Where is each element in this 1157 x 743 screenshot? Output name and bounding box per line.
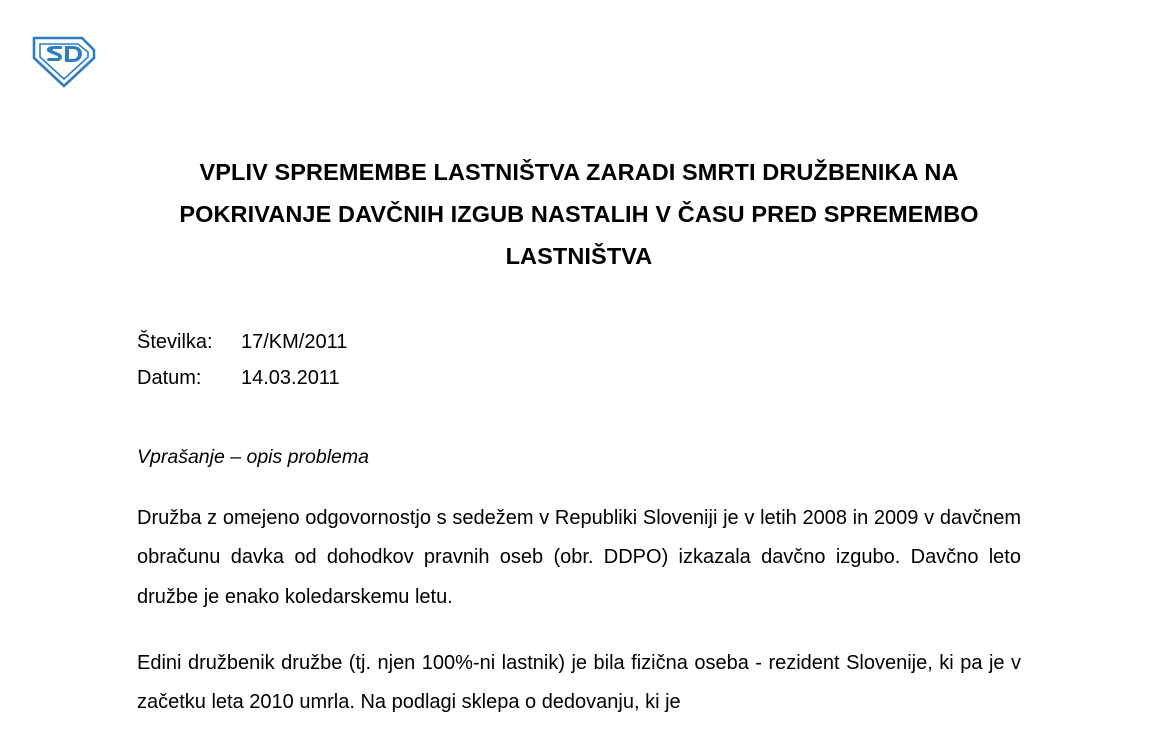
meta-row-number [137, 325, 1021, 361]
document-content [137, 0, 1021, 743]
body-paragraph-2: Edini družbenik družbe (tj. njen 100%-ni lastnik) je bila fizična oseba - rezident Slovenije, ki pa je v začetku leta 2010 umrla. Na podlagi sklepa o dedovanju, ki je [137, 652, 1021, 714]
meta-label-date: Datum: [137, 367, 202, 390]
sd-monogram-logo [20, 28, 106, 92]
page-title: VPLIV SPREMEMBE LASTNIŠTVA ZARADI SMRTI DRUŽBENIKA NA POKRIVANJE DAVČNIH IZGUB NASTALIH V ČASU PRED SPREMEMBO LASTNIŠTVA [179, 159, 979, 269]
meta-row-date [137, 361, 1021, 397]
section-heading: Vprašanje – opis problema [137, 445, 369, 468]
meta-value-number: 17/KM/2011 [241, 331, 348, 354]
body-paragraph-1: Družba z omejeno odgovornostjo s sedežem v Republiki Sloveniji je v letih 2008 in 2009 v davčnem obračunu davka od dohodkov pravnih oseb (obr. DDPO) izkazala davčno izgubo. Davčno leto družbe je enako koledarskemu letu. [137, 506, 1021, 608]
meta-label-number: Številka: [137, 331, 213, 354]
meta-value-date: 14.03.2011 [241, 367, 340, 390]
document-meta [137, 325, 1021, 396]
